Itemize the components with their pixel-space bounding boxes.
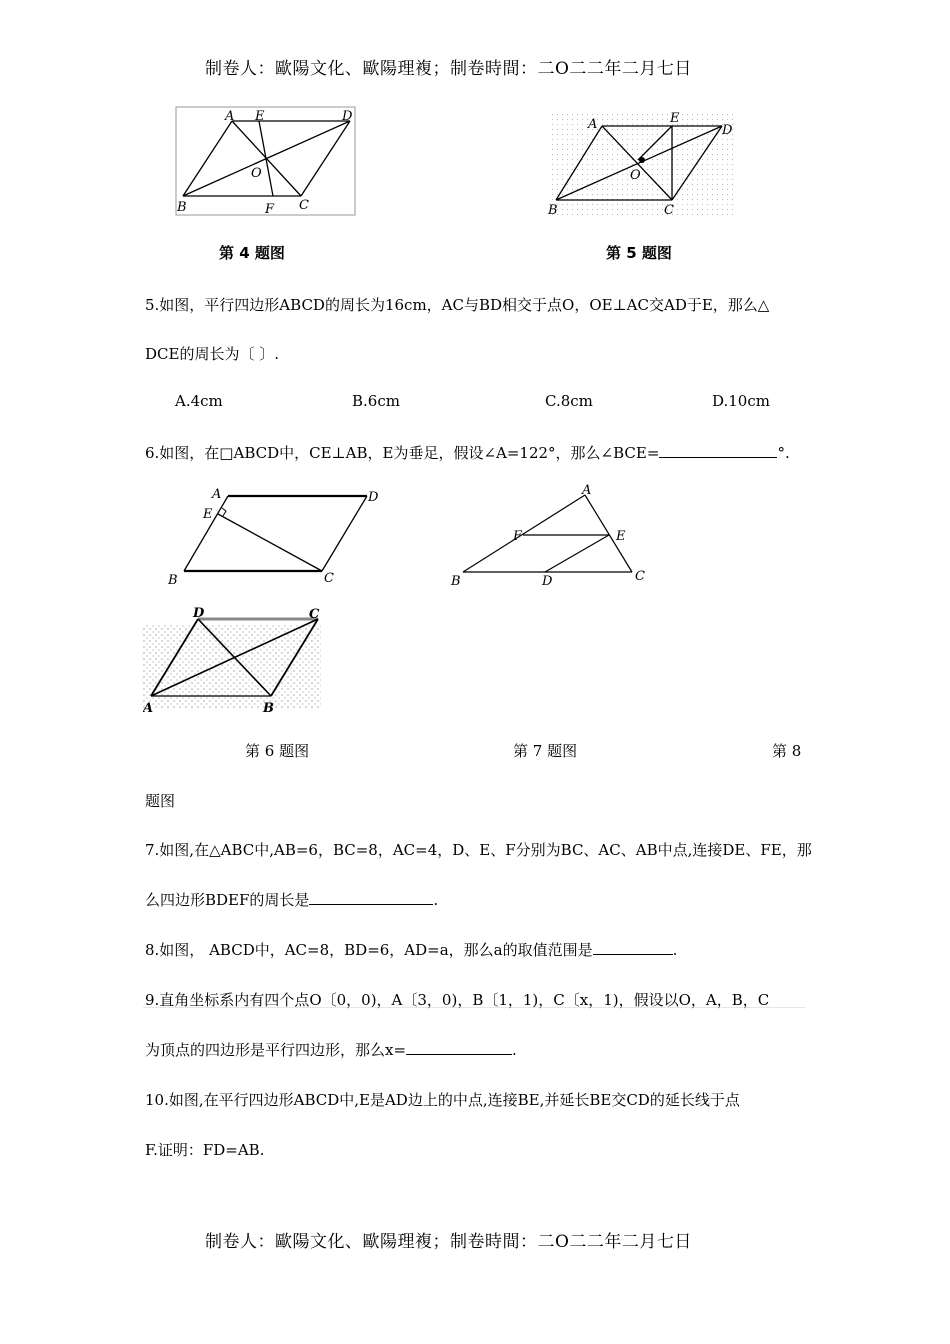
f8-label-A: A (143, 701, 154, 714)
f4-label-D: D (342, 109, 353, 124)
figure-6 (162, 484, 392, 589)
q5-option-c: C.8cm (545, 392, 593, 410)
f7-label-B: B (451, 574, 461, 589)
f8-label-D: D (193, 606, 205, 621)
q9-text: 为顶点的四边形是平行四边形，那么x= (145, 1041, 407, 1059)
caption-fig7: 第 7 题图 (513, 742, 578, 760)
q9-answer-blank[interactable] (406, 1040, 512, 1055)
q5-option-d: D.10cm (712, 392, 770, 410)
f4-label-O: O (251, 166, 262, 181)
q7-end: . (433, 891, 439, 909)
q5-line2: DCE的周长为〔 〕. (145, 345, 279, 363)
q8-end: . (672, 941, 678, 959)
f6-label-D: D (368, 490, 379, 505)
page-footer: 制卷人：歐陽文化、歐陽理複；制卷時間：二O二二年二月七日 (205, 1232, 692, 1252)
f4-label-B: B (177, 200, 187, 215)
f5-label-B: B (548, 203, 558, 218)
q8-line (145, 939, 677, 960)
f7-label-D: D (542, 574, 553, 589)
f8-label-B: B (263, 701, 274, 714)
page-header: 制卷人：歐陽文化、歐陽理複；制卷時間：二O二二年二月七日 (205, 59, 692, 79)
q6-end: °. (777, 444, 790, 462)
q6-text: 6.如图，在□ABCD中，CE⊥AB，E为垂足，假设∠A=122°，那么∠BCE= (145, 444, 660, 462)
f7-label-A: A (582, 483, 592, 498)
caption-fig8-part2: 题图 (145, 792, 176, 810)
f6-label-E: E (203, 507, 213, 522)
q5-option-b: B.6cm (352, 392, 400, 410)
caption-fig5: 第 5 题图 (606, 244, 672, 262)
f5-label-A: A (588, 117, 598, 132)
caption-fig6: 第 6 题图 (245, 742, 310, 760)
f6-label-B: B (168, 573, 178, 588)
q8-answer-blank[interactable] (593, 940, 673, 955)
f4-label-A: A (225, 109, 235, 124)
f5-label-E: E (670, 111, 680, 126)
f7-label-E: E (616, 529, 626, 544)
q9-end: . (512, 1041, 517, 1059)
f7-label-C: C (635, 569, 645, 584)
q7-answer-blank[interactable] (309, 890, 433, 905)
f4-label-E: E (255, 109, 265, 124)
q9-line2 (145, 1039, 517, 1060)
q6-line (145, 442, 790, 463)
q10-line2: F.证明：FD=AB. (145, 1141, 265, 1159)
q7-line2 (145, 889, 438, 910)
figure-7 (445, 480, 655, 590)
q5-line1: 5.如图，平行四边形ABCD的周长为16cm，AC与BD相交于点O，OE⊥AC交AD于E，那么△ (145, 296, 770, 314)
q7-line1: 7.如图,在△ABC中,AB=6，BC=8，AC=4，D、E、F分别为BC、AC、AB中点,连接DE、FE，那 (145, 841, 812, 859)
q10-line1: 10.如图,在平行四边形ABCD中,E是AD边上的中点,连接BE,并延长BE交CD的延长线于点 (145, 1091, 740, 1109)
figure-8 (143, 604, 325, 714)
f5-label-D: D (722, 123, 733, 138)
f4-label-C: C (299, 198, 309, 213)
caption-fig8-part1: 第 8 (772, 742, 802, 760)
caption-fig4: 第 4 题图 (219, 244, 285, 262)
figure-5 (546, 108, 738, 218)
q9-line1: 9.直角坐标系内有四个点O〔0，0)，A〔3，0)，B〔1，1)，C〔x，1)，假设以O，A，B，C (145, 991, 770, 1009)
q6-answer-blank[interactable] (659, 443, 777, 458)
q7-text: 么四边形BDEF的周长是 (145, 891, 310, 909)
f4-label-F: F (265, 202, 275, 217)
f6-label-C: C (324, 571, 334, 586)
f5-label-O: O (630, 168, 641, 183)
f8-label-C: C (309, 607, 320, 622)
f7-label-F: F (513, 529, 523, 544)
f6-label-A: A (212, 487, 222, 502)
q5-option-a: A.4cm (175, 392, 223, 410)
figure-4 (175, 106, 357, 218)
q8-text: 8.如图， ABCD中，AC=8，BD=6，AD=a，那么a的取值范围是 (145, 941, 593, 959)
f5-label-C: C (664, 203, 674, 218)
